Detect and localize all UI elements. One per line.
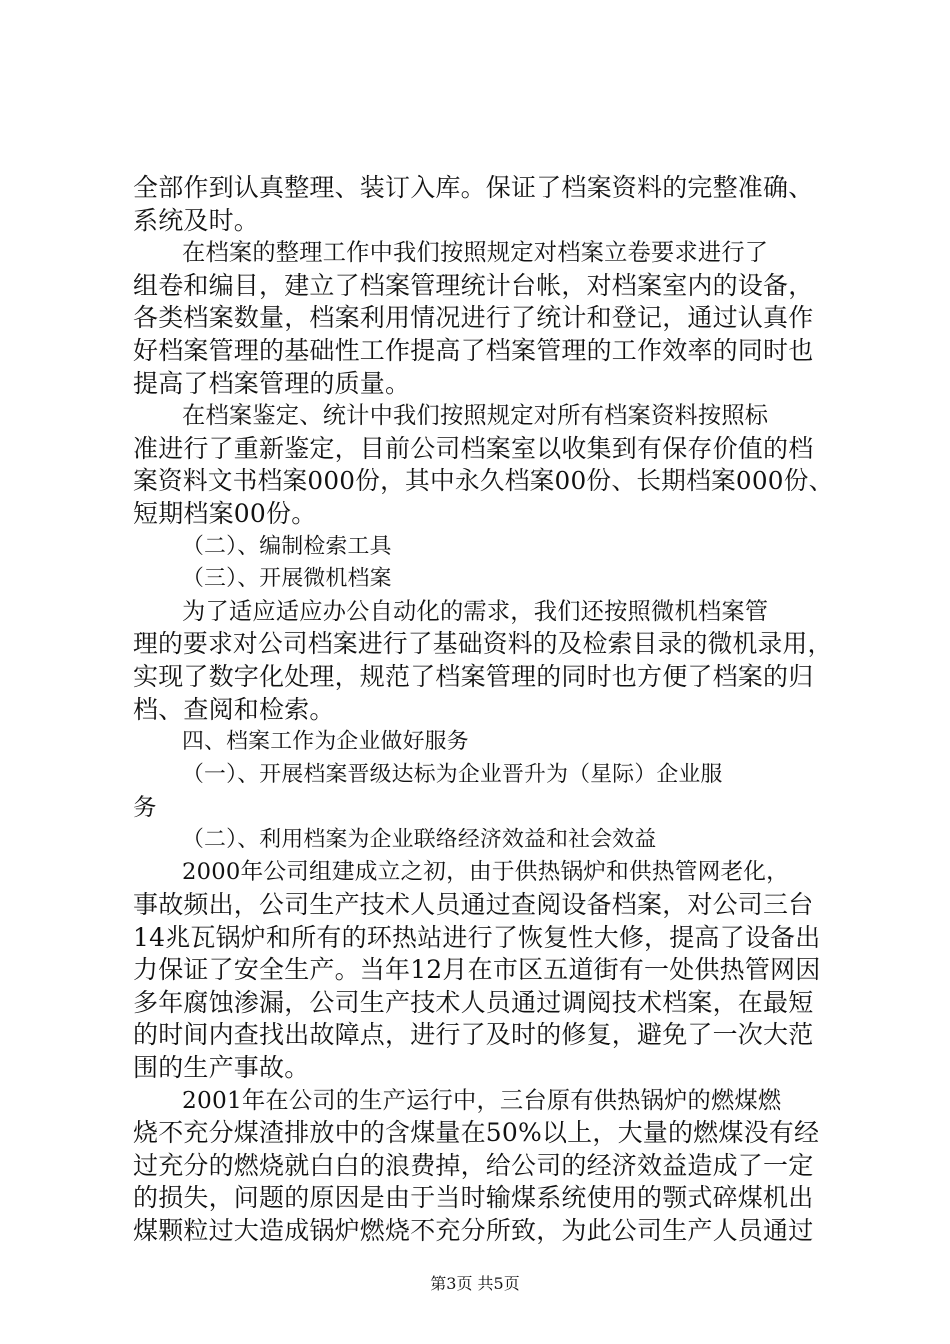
- text-line: 提高了档案管理的质量。: [133, 368, 411, 398]
- text-line: 力保证了安全生产。当年12月在市区五道街有一处供热管网因: [133, 955, 821, 985]
- text-line: 2000年公司组建成立之初，由于供热锅炉和供热管网老化，: [182, 859, 790, 886]
- text-line: 煤颗粒过大造成锅炉燃烧不充分所致，为此公司生产人员通过: [133, 1216, 814, 1245]
- text-line: 2001年在公司的生产运行中，三台原有供热锅炉的燃煤燃: [182, 1086, 782, 1114]
- text-line: 在档案的整理工作中我们按照规定对档案立卷要求进行了: [182, 239, 769, 267]
- text-line: 短期档案00份。: [133, 498, 317, 528]
- text-line: 档、查阅和检索。: [133, 694, 335, 724]
- section-heading-line: （三）、开展微机档案: [182, 566, 392, 592]
- text-line: 好档案管理的基础性工作提高了档案管理的工作效率的同时也: [133, 335, 814, 365]
- text-line: 过充分的燃烧就白白的浪费掉，给公司的经济效益造成了一定: [133, 1150, 814, 1180]
- section-heading-line: （一）、开展档案晋级达标为企业晋升为（星际）企业服: [182, 761, 723, 787]
- section-heading-line: 务: [133, 793, 157, 822]
- text-line: 在档案鉴定、统计中我们按照规定对所有档案资料按照标: [182, 402, 769, 430]
- section-heading-line: （二）、利用档案为企业联络经济效益和社会效益: [182, 826, 657, 852]
- page-footer: 第3页 共5页: [430, 1274, 520, 1293]
- text-line: 的损失，问题的原因是由于当时输煤系统使用的颚式碎煤机出: [133, 1183, 814, 1213]
- text-line: 事故频出，公司生产技术人员通过查阅设备档案，对公司三台: [133, 890, 814, 920]
- text-line: 准进行了重新鉴定，目前公司档案室以收集到有保存价值的档: [133, 433, 814, 463]
- text-line: 案资料文书档案000份，其中永久档案00份、长期档案000份、: [133, 466, 834, 496]
- section-heading-line: （二）、编制检索工具: [182, 533, 392, 559]
- text-line: 14兆瓦锅炉和所有的环热站进行了恢复性大修，提高了设备出: [133, 922, 821, 952]
- text-line: 理的要求对公司档案进行了基础资料的及检索目录的微机录用，: [133, 629, 833, 659]
- text-line: 为了适应适应办公自动化的需求，我们还按照微机档案管: [182, 597, 769, 625]
- text-line: 全部作到认真整理、装订入库。保证了档案资料的完整准确、: [133, 173, 814, 202]
- text-line: 实现了数字化处理，规范了档案管理的同时也方便了档案的归: [133, 661, 814, 691]
- section-heading-line: 四、档案工作为企业做好服务: [182, 729, 469, 755]
- text-line: 多年腐蚀渗漏，公司生产技术人员通过调阅技术档案，在最短: [133, 987, 814, 1017]
- text-line: 烧不充分煤渣排放中的含煤量在50%以上，大量的燃煤没有经: [133, 1118, 820, 1148]
- text-line: 组卷和编目，建立了档案管理统计台帐，对档案室内的设备，: [133, 270, 814, 300]
- text-line: 的时间内查找出故障点，进行了及时的修复，避免了一次大范: [133, 1020, 814, 1050]
- text-line: 围的生产事故。: [133, 1053, 310, 1083]
- text-line: 各类档案数量，档案利用情况进行了统计和登记，通过认真作: [133, 303, 814, 333]
- document-body: [133, 172, 833, 1248]
- text-line: 系统及时。: [133, 205, 260, 235]
